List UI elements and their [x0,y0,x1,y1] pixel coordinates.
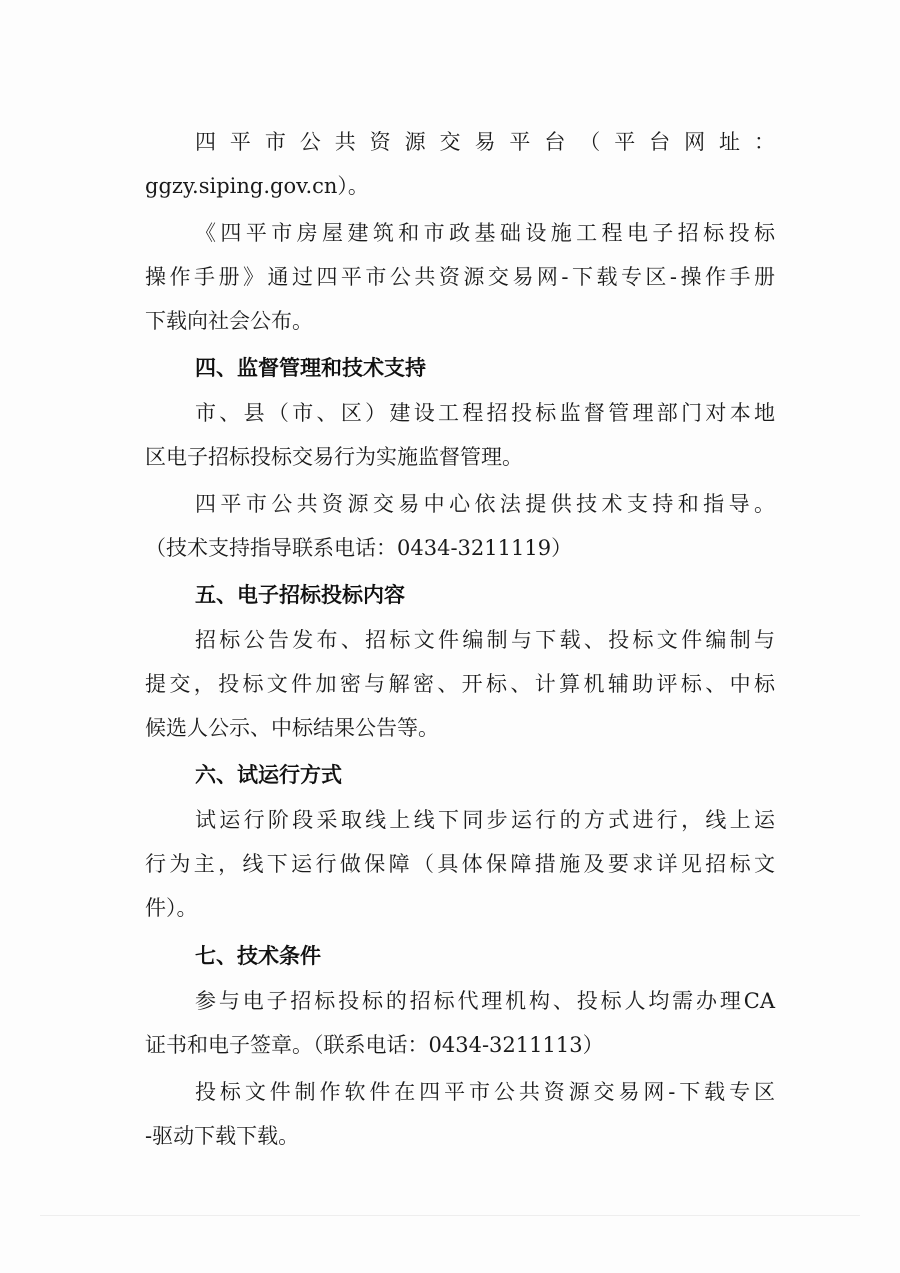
paragraph-line: ggzy.siping.gov.cn）。 [145,174,369,198]
paragraph-line: 四平市公共资源交易平台（平台网址： [195,130,775,154]
paragraph-line: 投标文件制作软件在四平市公共资源交易网-下载专区 [195,1080,775,1104]
paragraph-line: -驱动下载下载。 [145,1124,300,1148]
paragraph-line: 四平市公共资源交易中心依法提供技术支持和指导。 [195,492,775,516]
paragraph-line: 提交，投标文件加密与解密、开标、计算机辅助评标、中标 [145,672,775,696]
paragraph-line: 操作手册》通过四平市公共资源交易网-下载专区-操作手册 [145,265,775,289]
paragraph-line: 市、县（市、区）建设工程招投标监督管理部门对本地 [195,401,775,425]
paragraph-line: 下载向社会公布。 [145,309,313,333]
section-heading: 五、电子招标投标内容 [195,583,405,607]
paragraph-line: 候选人公示、中标结果公告等。 [145,716,439,740]
paragraph-line: 《四平市房屋建筑和市政基础设施工程电子招标投标 [195,221,775,245]
paragraph-line: 区电子招标投标交易行为实施监督管理。 [145,445,523,469]
paragraph-line: 证书和电子签章。（联系电话：0434-3211113） [145,1033,604,1057]
scan-noise-line [40,1215,860,1216]
paragraph-line: 行为主，线下运行做保障（具体保障措施及要求详见招标文 [145,852,775,876]
section-heading: 七、技术条件 [195,944,321,968]
paragraph-line: 试运行阶段采取线上线下同步运行的方式进行，线上运 [195,808,775,832]
paragraph-line: 招标公告发布、招标文件编制与下载、投标文件编制与 [195,628,775,652]
paragraph-line: （技术支持指导联系电话：0434-3211119） [145,536,573,560]
section-heading: 四、监督管理和技术支持 [195,356,426,380]
section-heading: 六、试运行方式 [195,763,342,787]
paragraph-line: 参与电子招标投标的招标代理机构、投标人均需办理CA [195,989,775,1013]
paragraph-line: 件）。 [145,896,198,920]
